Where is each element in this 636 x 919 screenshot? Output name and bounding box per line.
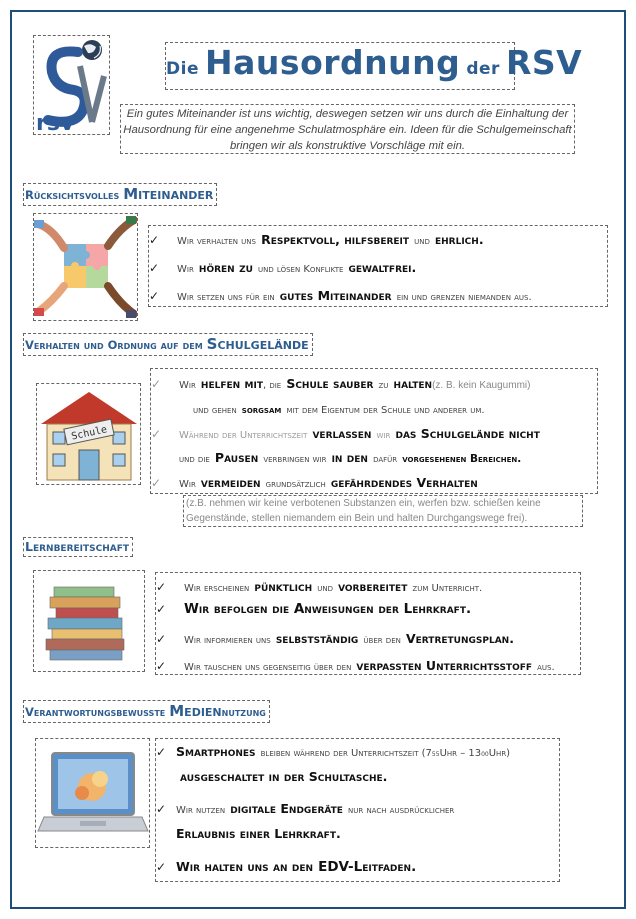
list-item-continuation [180,769,387,784]
title-der: der [466,59,500,79]
text: verbringen wir [263,454,327,465]
checkmark-icon: ✓ [156,745,167,759]
checkmark-icon: ✓ [156,860,167,874]
list-item-continuation [179,447,521,466]
checkmark-icon: ✓ [156,580,167,594]
text-bold: vermeiden [200,475,261,490]
text: Wir setzen uns für ein [177,292,275,303]
text-bold: gefährdendes Verhalten [330,475,478,490]
text-bold: gutes Miteinander [279,288,392,303]
heading-part: Lernbereitschaft [25,539,130,554]
heading-highlight: Miteinander [123,185,214,203]
heading-part: Verantwortungsbewusste [25,705,170,719]
section-heading-lernbereitschaft [23,537,133,557]
list-item-continuation [176,826,341,841]
list-item [151,373,530,392]
text-bold: Smartphones [176,744,256,759]
text-bold: Pausen [214,450,259,465]
text-superscript: 55 [431,751,440,758]
text-bold: vorbereitet [338,579,408,594]
text: über den [363,635,401,646]
list-item [156,856,416,875]
list-item [151,423,540,442]
text: ein und grenzen niemanden aus. [396,292,532,303]
text: Wir tauschen uns gegenseitig über den [184,662,352,673]
checkmark-icon: ✓ [156,632,167,646]
checkmark-icon: ✓ [149,261,160,275]
list-item [156,798,454,817]
puzzle-hands-image [33,213,138,321]
list-miteinander [148,225,608,307]
list-item [156,655,555,674]
rsv-logo-icon [34,36,109,134]
text-bold: vorgesehenen Bereichen. [402,453,522,465]
text: wir [376,430,391,441]
book-stack-image [33,570,145,672]
section-heading-schulgelaende [23,333,313,356]
text-superscript: 00 [481,751,489,758]
text: Wir informieren uns [184,635,271,646]
text: , die [262,380,282,391]
text: Während der Unterrichtszeit [179,430,308,441]
checkmark-icon: ✓ [151,377,162,391]
text: Wir erscheinen [184,583,250,594]
title-hausordnung: Hausordnung [205,43,461,82]
books-icon [34,571,144,671]
laptop-image [35,738,150,848]
text-bold: selbstständig [275,631,359,646]
text: dafür [373,454,398,465]
text-bold: Wir befolgen die Anweisungen der Lehrkraft. [184,601,472,617]
section-heading-miteinander [23,183,217,206]
text-bold: Schule sauber [286,376,374,391]
text: nur nach ausdrücklicher [348,805,455,816]
text: zum Unterricht. [412,583,483,594]
heading-part: Rücksichtsvolles [25,188,124,202]
text: Uhr) [488,748,511,759]
list-item [149,257,416,276]
text: und die [179,454,210,465]
rsv-logo [33,35,110,135]
schulgelaende-note: (z.B. nehmen wir keine verbotenen Substanzen ein, werfen bzw. schießen keine Gegenstände, stellen niemandem ein Bein und halten Durchgangswege frei). [183,495,583,527]
puzzle-icon [34,214,137,320]
list-item [156,628,514,647]
text: und [317,583,333,594]
text: und [414,236,430,247]
text: Wir nutzen [176,805,226,816]
checkmark-icon: ✓ [149,233,160,247]
school-icon [37,384,140,484]
text: Wir [179,479,196,490]
text: Wir [179,380,196,391]
school-sign-label: Schule [70,424,109,443]
text-bold: digitale Endgeräte [230,801,343,816]
text-bold: das Schulgelände nicht [395,426,540,441]
list-lernbereitschaft [155,572,581,675]
text: bleiben während der Unterrichtszeit (7 [260,748,432,759]
heading-part: nutzung [221,705,266,719]
text-bold: Wir halten uns an den [176,859,314,874]
text-bold: ausgeschaltet in der Schultasche. [180,769,388,784]
title-rsv: RSV [506,43,583,82]
heading-highlight: Medien [169,702,222,720]
heading-highlight: Schulgelände [206,335,309,353]
list-item [156,741,510,760]
text-bold: helfen mit [200,376,263,391]
checkmark-icon: ✓ [149,289,160,303]
school-building-image [36,383,141,485]
text-bold: in den [331,450,368,465]
list-item [151,472,478,491]
text-bold: EDV-Leitfaden. [318,859,417,875]
text: und gehen [193,405,237,416]
text-bold: Respektvoll, hilfsbereit [261,232,410,247]
text-bold: Vertretungsplan. [405,631,514,646]
text: und lösen Konflikte [258,264,344,275]
list-item [149,229,484,248]
list-item-continuation [193,398,485,417]
text-bold: verpassten Unterrichtsstoff [356,658,533,673]
text-note: (z. B. kein Kaugummi) [432,380,531,391]
checkmark-icon: ✓ [156,659,167,673]
text: grundsätzlich [265,479,326,490]
text-bold: gewaltfrei. [348,260,417,275]
heading-part: Verhalten und Ordnung auf dem [25,338,207,352]
text-bold: Erlaubnis einer Lehrkraft. [176,826,341,841]
checkmark-icon: ✓ [156,602,167,616]
laptop-icon [36,739,149,847]
checkmark-icon: ✓ [151,476,162,490]
list-item [156,576,482,595]
page-title [165,42,583,90]
list-schulgelaende [150,368,598,494]
text-bold: ehrlich. [434,232,484,247]
list-item [156,601,471,617]
title-die: Die [166,59,199,79]
text-bold: verlassen [312,426,372,441]
checkmark-icon: ✓ [151,427,162,441]
text: aus. [537,662,555,673]
intro-text: Ein gutes Miteinander ist uns wichtig, deswegen setzen wir uns durch die Einhaltung der Hausordnung für eine angenehme Schulatmosphäre ein. Ideen für die Schulgemeinschaft bringen wir als konstruktive Vorschläge mit ein. [120,104,575,154]
text: mit dem Eigentum der Schule und anderer um. [286,405,485,416]
text-bold: sorgsam [241,404,282,416]
list-item [149,285,532,304]
section-heading-mediennutzung [23,700,270,723]
text: Uhr – 13 [439,748,482,759]
text: zu [378,380,389,391]
text-bold: pünktlich [254,579,313,594]
text-bold: halten [393,376,433,391]
text: Wir [177,264,194,275]
list-mediennutzung [155,738,560,882]
text-bold: hören zu [198,260,253,275]
checkmark-icon: ✓ [156,802,167,816]
text: Wir verhalten uns [177,236,256,247]
logo-text: rsv [36,111,75,134]
